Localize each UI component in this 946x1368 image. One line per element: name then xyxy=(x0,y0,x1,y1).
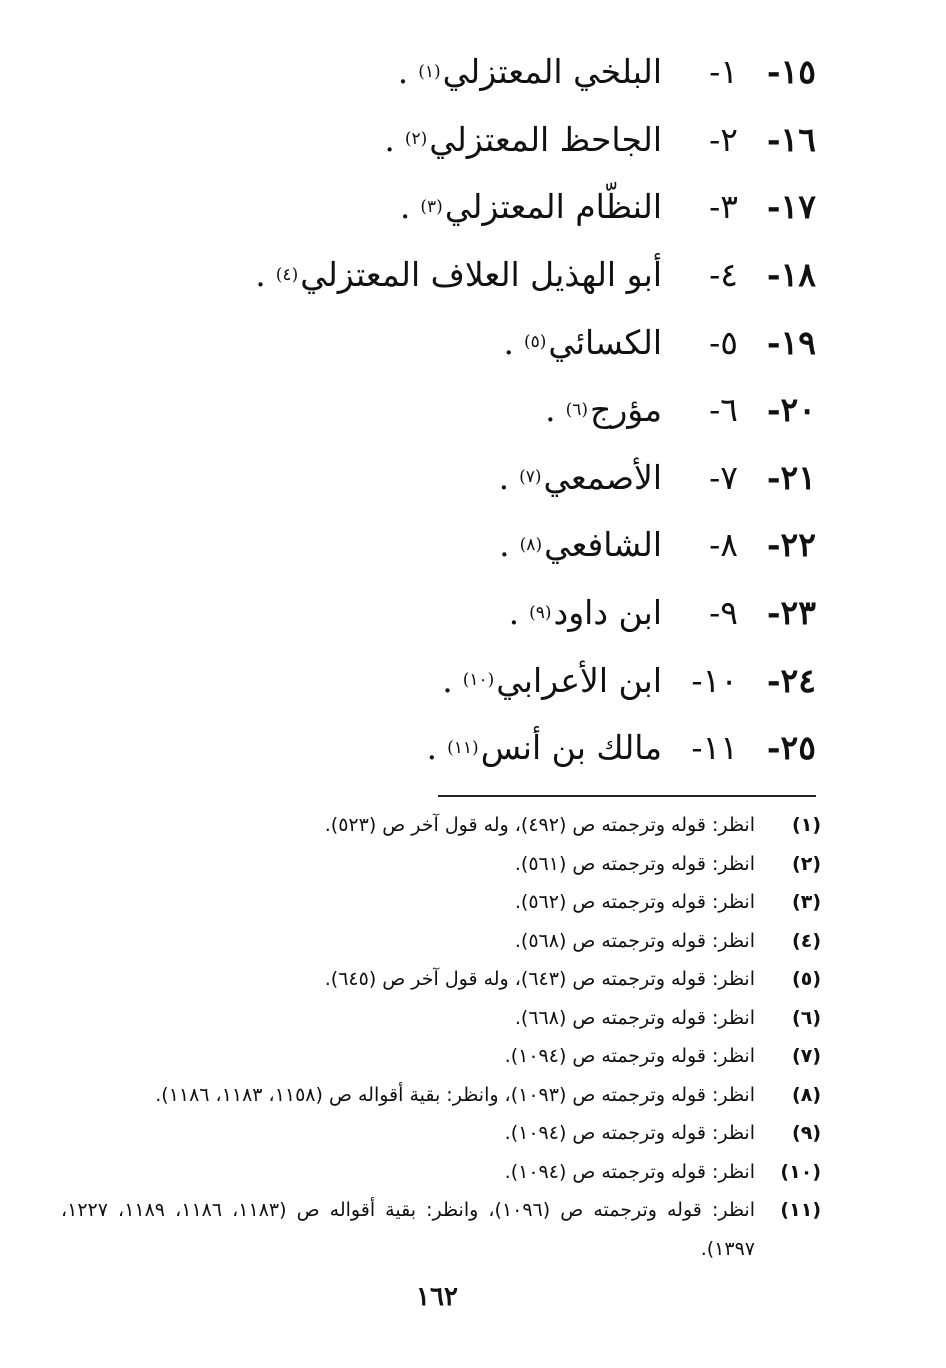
entry-period: . xyxy=(384,119,395,159)
entry-footnote-ref: (١١) xyxy=(447,737,479,758)
footnote xyxy=(61,1037,821,1076)
footnote-number: (١٠) xyxy=(780,1160,821,1183)
entry-period: . xyxy=(426,728,438,768)
entry-row xyxy=(176,38,816,106)
footnote xyxy=(61,922,821,961)
footnote-number: (١١) xyxy=(780,1199,821,1221)
entry-footnote-ref: (٧) xyxy=(519,467,542,488)
entry-footnote-ref: (٤) xyxy=(275,264,299,285)
footnote-number: (٤) xyxy=(792,929,821,952)
footnote-number: (٥) xyxy=(792,968,821,990)
entry-period: . xyxy=(397,52,409,92)
entry-row xyxy=(176,241,816,309)
footnote-text: انظر: قوله وترجمته ص (٥٦٢). xyxy=(514,891,755,913)
entry-number: ١٦- xyxy=(766,119,816,159)
entry-footnote-ref: (٨) xyxy=(519,534,543,555)
entry-period: . xyxy=(508,593,520,633)
entry-sub-number: ٩- xyxy=(709,593,738,633)
entry-name: الشافعي xyxy=(544,525,662,565)
footnote-number: (١) xyxy=(792,814,821,836)
entry-name: ابن داود xyxy=(553,593,662,633)
entry-sub-number: ٦- xyxy=(709,390,738,430)
entry-name: ابن الأعرابي xyxy=(496,660,662,700)
entry-number: ٢٢- xyxy=(766,525,816,565)
entry-sub-number: ٣- xyxy=(709,187,738,227)
entry-number: ٢٥- xyxy=(766,728,816,768)
footnote-number: (٦) xyxy=(792,1006,821,1029)
entry-sub-number: ٧- xyxy=(709,457,738,497)
entry-period: . xyxy=(545,390,556,430)
entry-period: . xyxy=(255,255,266,295)
entry-row xyxy=(176,444,816,512)
entry-name: النظّام المعتزلي xyxy=(444,187,662,227)
entry-row xyxy=(176,106,816,174)
entry-period: . xyxy=(498,457,510,497)
entry-period: . xyxy=(499,525,510,565)
entry-sub-number: ١- xyxy=(709,52,738,92)
entry-name: الجاحظ المعتزلي xyxy=(429,119,662,159)
entry-footnote-ref: (٣) xyxy=(420,196,443,217)
entry-footnote-ref: (١) xyxy=(418,61,441,82)
entry-footnote-ref: (٥) xyxy=(523,332,547,353)
entry-period: . xyxy=(503,322,514,362)
entry-number: ٢٤- xyxy=(766,660,816,700)
entry-number: ١٥- xyxy=(766,52,816,92)
footnote-text: انظر: قوله وترجمته ص (٤٩٢)، وله قول آخر ص (٥٢٣). xyxy=(324,814,755,836)
footnote-text: انظر: قوله وترجمته ص (١٠٩٦)، وانظر: بقية أقواله ص (١١٨٣، ١١٨٦، ١١٨٩، ١٢٢٧، ١٣٩٧). xyxy=(61,1199,755,1260)
footnote xyxy=(61,960,821,999)
footnotes-list xyxy=(61,806,821,1268)
footnote xyxy=(61,1076,821,1115)
entry-number: ٢٠- xyxy=(766,390,816,430)
entry-period: . xyxy=(399,187,411,227)
footnote-text: انظر: قوله وترجمته ص (١٠٩٤). xyxy=(504,1122,755,1144)
entry-number: ١٩- xyxy=(766,322,816,362)
footnote-text: انظر: قوله وترجمته ص (١٠٩٣)، وانظر: بقية أقواله ص (١١٥٨، ١١٨٣، ١١٨٦). xyxy=(155,1083,755,1106)
entry-number: ٢١- xyxy=(766,457,816,497)
footnote-text: انظر: قوله وترجمته ص (٦٦٨). xyxy=(514,1006,755,1029)
footnote xyxy=(61,1114,821,1153)
footnote-text: انظر: قوله وترجمته ص (١٠٩٤). xyxy=(504,1160,755,1183)
footnote-text: انظر: قوله وترجمته ص (٦٤٣)، وله قول آخر ص (٦٤٥). xyxy=(324,968,755,990)
footnote-number: (٨) xyxy=(792,1083,821,1106)
entry-sub-number: ٤- xyxy=(709,255,738,295)
footnote xyxy=(61,806,821,845)
entry-row xyxy=(176,173,816,241)
footnote xyxy=(61,883,821,922)
footnote-text: انظر: قوله وترجمته ص (١٠٩٤). xyxy=(504,1045,755,1067)
entry-name: الكسائي xyxy=(548,322,662,362)
entry-footnote-ref: (١٠) xyxy=(462,670,495,691)
footnote xyxy=(61,1191,821,1268)
entry-row xyxy=(176,511,816,579)
entry-sub-number: ١٠- xyxy=(691,660,738,700)
footnote-number: (٩) xyxy=(792,1122,821,1144)
entry-period: . xyxy=(442,660,453,700)
footnote-number: (٢) xyxy=(792,852,821,875)
entry-number: ١٧- xyxy=(766,187,816,227)
entry-footnote-ref: (٦) xyxy=(565,399,589,420)
entry-name: أبو الهذيل العلاف المعتزلي xyxy=(300,255,662,295)
entry-footnote-ref: (٩) xyxy=(529,602,552,623)
entry-row xyxy=(176,579,816,647)
footnote-text: انظر: قوله وترجمته ص (٥٦٨). xyxy=(514,929,755,952)
entry-name: مؤرج xyxy=(590,390,662,430)
entry-sub-number: ٨- xyxy=(709,525,738,565)
footnote-text: انظر: قوله وترجمته ص (٥٦١). xyxy=(514,852,755,875)
footnote-divider xyxy=(438,795,816,797)
entry-name: البلخي المعتزلي xyxy=(442,52,662,92)
entry-row xyxy=(176,646,816,714)
footnote xyxy=(61,845,821,884)
entry-row xyxy=(176,376,816,444)
entry-number: ١٨- xyxy=(766,255,816,295)
entry-name: الأصمعي xyxy=(543,457,662,497)
footnote xyxy=(61,1153,821,1192)
footnote xyxy=(61,999,821,1038)
footnote-number: (٧) xyxy=(792,1045,821,1067)
page-number: ١٦٢ xyxy=(416,1282,458,1312)
footnote-number: (٣) xyxy=(792,891,821,913)
entry-footnote-ref: (٢) xyxy=(404,129,428,150)
entry-row xyxy=(176,308,816,376)
entry-sub-number: ١١- xyxy=(691,728,738,768)
entry-number: ٢٣- xyxy=(766,593,816,633)
entry-sub-number: ٥- xyxy=(709,322,738,362)
entries-list xyxy=(176,38,816,782)
entry-sub-number: ٢- xyxy=(709,119,738,159)
entry-name: مالك بن أنس xyxy=(480,728,662,768)
entry-row xyxy=(176,714,816,782)
